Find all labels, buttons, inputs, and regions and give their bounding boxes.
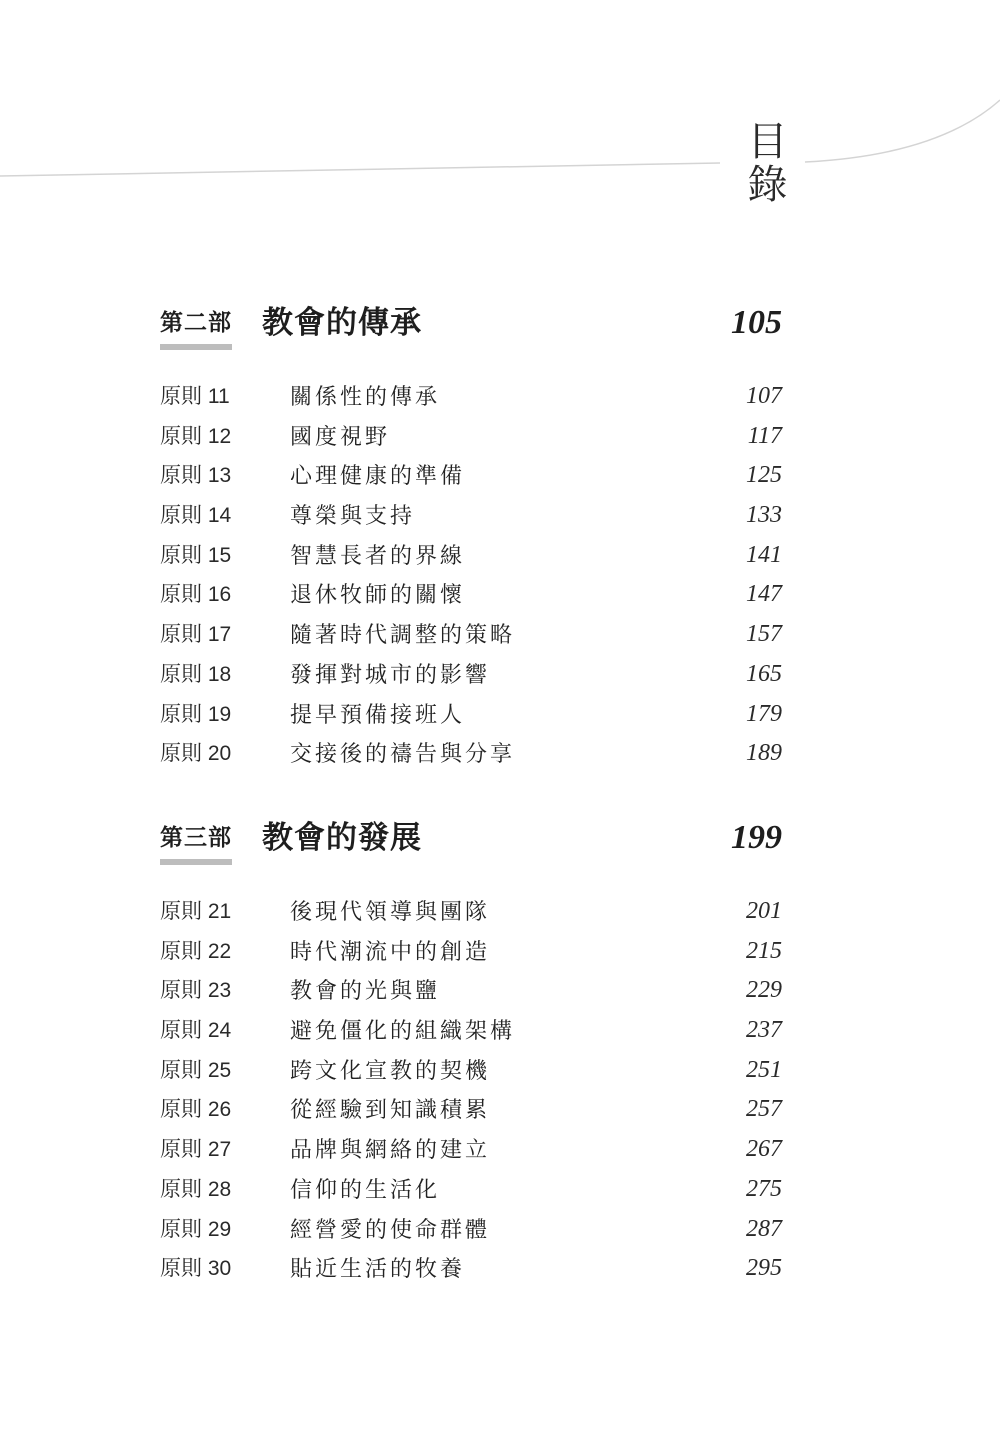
part-label: 第二部 (160, 310, 232, 335)
entry-page-number: 257 (746, 1096, 782, 1123)
entry-page-number: 147 (746, 581, 782, 608)
entry-label: 原則 16 (160, 583, 232, 607)
toc-entry-row (160, 892, 782, 932)
entry-title: 國度視野 (290, 423, 391, 449)
toc-entry-row (160, 734, 782, 774)
section-header (160, 296, 782, 350)
entry-label: 原則 22 (160, 939, 232, 963)
toc-entry-row (160, 536, 782, 576)
toc-entry-row (160, 1249, 782, 1289)
entry-label: 原則 17 (160, 623, 232, 647)
entry-title: 關係性的傳承 (290, 384, 441, 409)
entry-title: 避免僵化的組織架構 (290, 1018, 516, 1044)
entry-label: 原則 27 (160, 1138, 232, 1162)
part-underline-bar (160, 859, 232, 865)
toc-entry-list (160, 377, 782, 774)
entry-page-number: 141 (746, 541, 782, 568)
entry-page-number: 267 (746, 1136, 782, 1163)
entry-page-number: 229 (746, 977, 782, 1004)
part-label: 第三部 (160, 825, 232, 850)
entry-label: 原則 25 (160, 1058, 232, 1082)
entry-title: 後現代領導與團隊 (290, 899, 491, 924)
entry-page-number: 107 (746, 383, 782, 409)
entry-title: 退休牧師的關懷 (290, 582, 466, 608)
entry-label: 原則 19 (160, 702, 232, 726)
page-title: 目錄 (742, 120, 787, 206)
toc-entry-row (160, 932, 782, 972)
entry-title: 教會的光與鹽 (290, 978, 441, 1004)
toc-entry-row (160, 971, 782, 1011)
toc-entry-row (160, 1051, 782, 1091)
entry-label: 原則 24 (160, 1019, 232, 1043)
section-title: 教會的傳承 (262, 305, 422, 340)
entry-label: 原則 30 (160, 1257, 232, 1281)
toc-entry-row (160, 496, 782, 536)
toc-entry-row (160, 695, 782, 735)
toc-entry-row (160, 1090, 782, 1130)
toc-entry-list (160, 892, 782, 1289)
entry-page-number: 215 (746, 937, 782, 964)
toc-section-part-3 (160, 811, 782, 1282)
entry-title: 時代潮流中的創造 (290, 938, 491, 964)
toc-entry-row (160, 1170, 782, 1210)
toc-entry-row (160, 377, 782, 417)
entry-page-number: 237 (746, 1017, 782, 1044)
toc-entry-row (160, 575, 782, 615)
toc-entry-row (160, 1130, 782, 1170)
entry-title: 信仰的生活化 (290, 1176, 441, 1202)
toc-entry-row (160, 417, 782, 457)
entry-label: 原則 11 (160, 385, 230, 408)
entry-label: 原則 13 (160, 464, 232, 488)
section-page-number: 199 (731, 819, 782, 856)
toc-section-part-2 (160, 296, 782, 767)
entry-title: 發揮對城市的影響 (290, 661, 491, 687)
entry-page-number: 201 (746, 898, 782, 924)
toc-entry-row (160, 1210, 782, 1250)
toc-entry-row (160, 456, 782, 496)
section-title: 教會的發展 (262, 820, 422, 855)
entry-title: 提早預備接班人 (290, 701, 466, 727)
entry-title: 跨文化宣教的契機 (290, 1057, 491, 1083)
entry-label: 原則 12 (160, 424, 232, 448)
entry-label: 原則 15 (160, 543, 232, 567)
entry-page-number: 287 (746, 1215, 782, 1242)
entry-page-number: 117 (747, 422, 782, 449)
entry-title: 經營愛的使命群體 (290, 1216, 491, 1242)
entry-title: 品牌與網絡的建立 (290, 1137, 491, 1163)
toc-entry-row (160, 615, 782, 655)
toc-entry-row (160, 1011, 782, 1051)
entry-label: 原則 14 (160, 504, 232, 528)
entry-label: 原則 20 (160, 742, 232, 766)
entry-title: 貼近生活的牧養 (290, 1256, 466, 1282)
part-underline-bar (160, 344, 232, 350)
entry-label: 原則 21 (160, 900, 232, 923)
entry-label: 原則 29 (160, 1217, 232, 1241)
entry-label: 原則 18 (160, 662, 232, 686)
section-page-number: 105 (731, 304, 782, 341)
entry-label: 原則 26 (160, 1098, 232, 1122)
entry-page-number: 275 (746, 1175, 782, 1202)
entry-page-number: 295 (746, 1255, 782, 1282)
entry-page-number: 165 (746, 660, 782, 687)
entry-page-number: 189 (746, 740, 782, 767)
entry-page-number: 125 (746, 462, 782, 489)
section-header (160, 811, 782, 865)
entry-label: 原則 23 (160, 979, 232, 1003)
decorative-curve-line (0, 0, 1000, 220)
entry-title: 智慧長者的界線 (290, 542, 466, 568)
entry-page-number: 179 (746, 700, 782, 727)
entry-title: 隨著時代調整的策略 (290, 622, 516, 648)
entry-page-number: 133 (746, 502, 782, 529)
entry-label: 原則 28 (160, 1177, 232, 1201)
entry-title: 心理健康的準備 (290, 463, 466, 489)
entry-page-number: 157 (746, 621, 782, 648)
toc-entry-row (160, 655, 782, 695)
entry-title: 交接後的禱告與分享 (290, 741, 516, 767)
entry-title: 從經驗到知識積累 (290, 1097, 491, 1123)
entry-title: 尊榮與支持 (290, 503, 416, 529)
entry-page-number: 251 (746, 1056, 782, 1083)
